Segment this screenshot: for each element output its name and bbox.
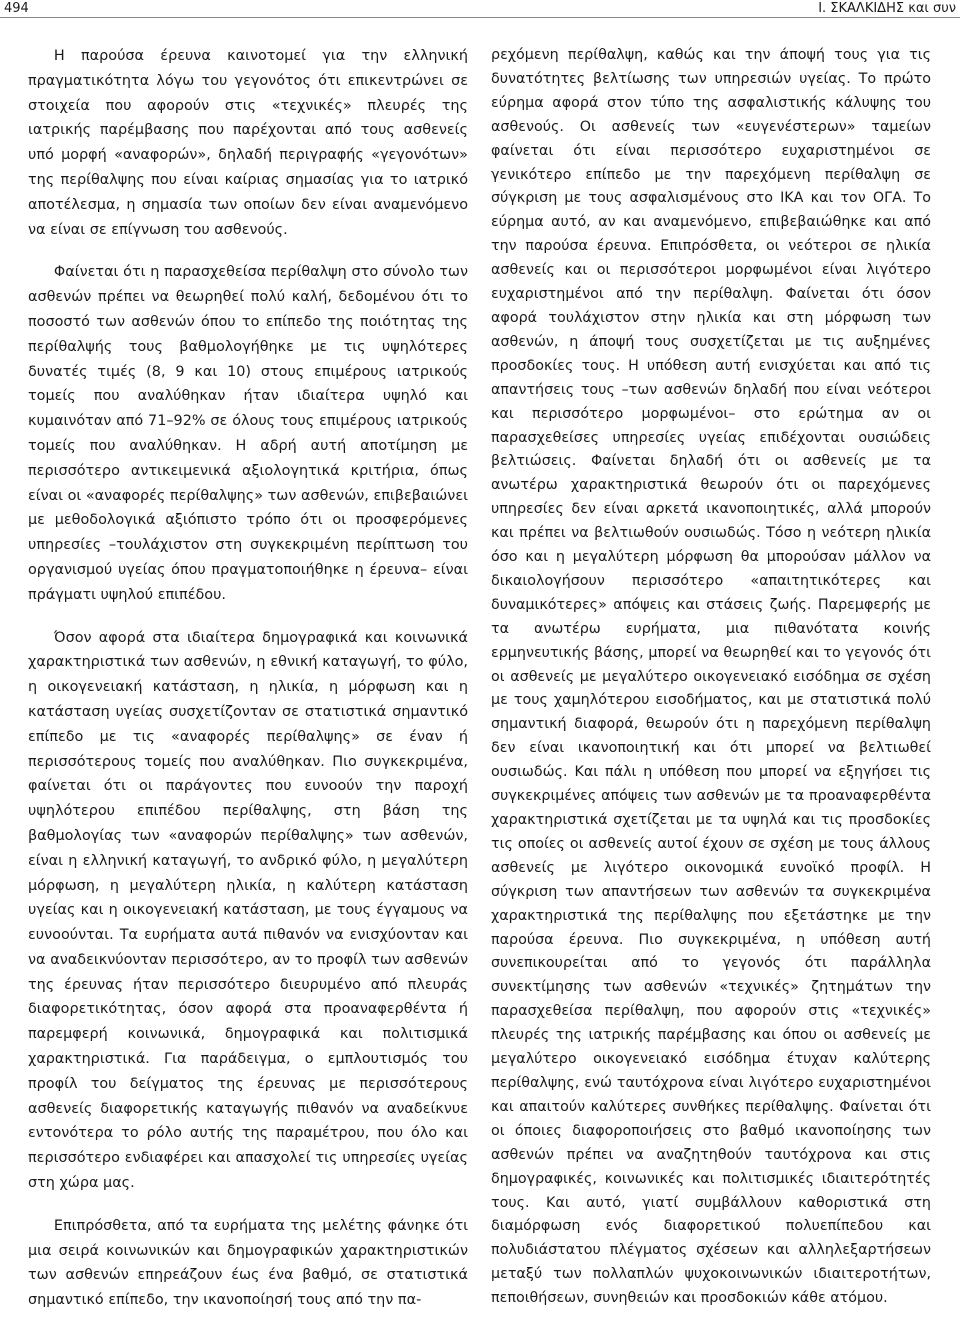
paragraph: Φαίνεται ότι η παρασχεθείσα περίθαλψη στο σύνολο των ασθενών πρέπει να θεωρηθεί πολύ καλή, δεδομένου ότι το ποσοστό των ασθενών όπου το επίπεδο της ποιότητας της περίθαλψής τους βαθμολογήθηκε με τις υψηλότερες δυνατές τιμές (8, 9 και 10) στους επιμέρους ιατρικούς τομείς που αναλύθηκαν ήταν ιδιαίτερα υψηλό και κυμαινόταν από 71–92% σε όλους τους επιμέρους ιατρικούς τομείς που αναλύθηκαν. Η αδρή αυτή αποτίμηση με περισσότερο αντικειμενικά αξιολογητικά κριτήρια, όπως είναι οι «αναφορές περίθαλψης» των ασθενών, επιβεβαιώνει με μεθοδολογικά αξιόπιστο τρόπο ότι οι προσφερόμενες υπηρεσίες –τουλάχιστον στη συγκεκριμένη περίπτωση του οργανισμού υγείας όπου πραγματοποιήθηκε η έρευνα– είναι πράγματι υψηλού επιπέδου. — [28, 264, 468, 603]
running-head: Ι. ΣΚΑΛΚΙΔΗΣ και συν — [818, 1, 956, 16]
paragraph: Η παρούσα έρευνα καινοτομεί για την ελληνική πραγματικότητα λόγω του γεγονότος ότι επικεντρώνει σε στοιχεία που αφορούν στις «τεχνικές» πλευρές της ιατρικής παρέμβασης που παρέχονται από τους ασθενείς υπό μορφή «αναφορών», δηλαδή περιγραφής «γεγονότων» της περίθαλψης που είναι καίριας σημασίας για το ιατρικό αποτέλεσμα, η σημασία των οποίων δεν είναι αναμενόμενο να είναι σε επίγνωση του ασθενούς. — [28, 48, 468, 238]
page-number: 494 — [4, 1, 29, 16]
page-header — [0, 0, 960, 22]
paragraph: ρεχόμενη περίθαλψη, καθώς και την άποψή τους για τις δυνατότητες βελτίωσης των υπηρεσιών υγείας. Το πρώτο εύρημα αφορά στον τύπο της ασφαλιστικής κάλυψης του ασθενούς. Οι ασθενείς των «ευγενέστερων» ταμείων φαίνεται ότι είναι περισσότερο ευχαριστημένοι σε γενικότερο επίπεδο με την παρεχόμενη περίθαλψη σε σύγκριση με τους ασφαλισμένους στο ΙΚΑ και τον ΟΓΑ. Το εύρημα αυτό, αν και αναμενόμενο, επιβεβαιώθηκε και από την παρούσα έρευνα. Επιπρόσθετα, οι νεότεροι σε ηλικία ασθενείς και οι περισσότεροι μορφωμένοι είναι λιγότερο ευχαριστημένοι από την περίθαλψη. Φαίνεται ότι όσον αφορά τουλάχιστον στην ηλικία και στη μόρφωση των ασθενών, η άποψή τους συσχετίζεται με τις αυξημένες προσδοκίες τους. Η υπόθεση αυτή ενισχύεται και από τις απαντήσεις τους –των ασθενών δηλαδή που είναι νεότεροι και περισσότερο μορφωμένοι– στο ερώτημα αν οι παρασχεθείσες υπηρεσίες υγείας επιδέχονται ουσιώδεις βελτιώσεις. Φαίνεται δηλαδή ότι οι ασθενείς με τα ανωτέρω χαρακτηριστικά θεωρούν ότι οι παρεχόμενες υπηρεσίες δεν είναι αρκετά ικανοποιητικές, αλλά μπορούν και πρέπει να βελτιωθούν ουσιωδώς. Τόσο η νεότερη ηλικία όσο και η μεγαλύτερη μόρφωση θα μπορούσαν μάλλον να δικαιολογήσουν περισσότερο «απαιτητικότερες και δυναμικότερες» απόψεις και στάσεις ζωής. Παρεμφερής με τα ανωτέρω ευρήματα, μια πιθανότατα κοινής ερμηνευτικής βάσης, μπορεί να θεωρηθεί και το γεγονός ότι οι ασθενείς με μεγαλύτερο οικογενειακό εισόδημα σε σχέση με τους χαμηλότερου εισοδήματος, και με στατιστικά πολύ σημαντική διαφορά, θεωρούν ότι η παρεχόμενη περίθαλψη δεν είναι ικανοποιητική και ότι μπορεί να βελτιωθεί ουσιωδώς. Και πάλι η υπόθεση που μπορεί να εξηγήσει τις συγκεκριμένες απόψεις των ασθενών με τα προαναφερθέντα χαρακτηριστικά σχετίζεται με τα υψηλά και τις προσδοκίες τις οποίες οι ασθενείς αυτοί έχουν σε σχέση με τους άλλους ασθενείς με λιγότερο οικονομικά ευνοϊκό προφίλ. Η σύγκριση των απαντήσεων των ασθενών τα συγκεκριμένα χαρακτηριστικά της περίθαλψης που εξετάστηκε με την παρούσα έρευνα. Πιο συγκεκριμένα, η υπόθεση αυτή συνεπικουρείται από το γεγονός ότι παράλληλα συνεκτίμησης των ασθενών «τεχνικές» ζητημάτων την παρασχεθείσα περίθαλψη, που αφορούν στις «τεχνικές» πλευρές της ιατρικής παρέμβασης και όπου οι ασθενείς με μεγαλύτερο οικογενειακό εισόδημα έτυχαν καλύτερης περίθαλψης, ενώ ταυτόχρονα είναι λιγότερο ευχαριστημένοι και απαιτούν καλύτερες συνθήκες περίθαλψης. Φαίνεται ότι οι όποιες διαφοροποιήσεις στο βαθμό ικανοποίησης των ασθενών πρέπει να αναζητηθούν ταυτόχρονα και στις δημογραφικές, κοινωνικές και πολιτισμικές ιδιαιτερότητές τους. Και αυτό, γιατί συμβάλλουν καθοριστικά στη διαμόρφωση ενός διαφορετικού πολυεπίπεδου και πολυδιάστατου πλέγματος σχέσεων και αλληλεξαρτήσεων μεταξύ των πολλαπλών ψυχοκοινωνικών ιδιαιτεροτήτων, πεποιθήσεων, συνηθειών και προσδοκιών κάθε ατόμου. — [491, 47, 931, 1307]
header-rule — [0, 17, 960, 18]
paragraph: Επιπρόσθετα, από τα ευρήματα της μελέτης φάνηκε ότι μια σειρά κοινωνικών και δημογραφικών χαρακτηριστικών των ασθενών επηρεάζουν έως ένα βαθμό, σε στατιστικά σημαντικό επίπεδο, την ικανοποίησή τους από την πα- — [28, 1217, 468, 1309]
left-column — [28, 44, 468, 1331]
right-column — [491, 44, 931, 1311]
paragraph: Όσον αφορά στα ιδιαίτερα δημογραφικά και κοινωνικά χαρακτηριστικά των ασθενών, η εθνική καταγωγή, το φύλο, η οικογενειακή κατάσταση, η ηλικία, η μόρφωση και η κατάσταση υγείας συσχετίζονταν σε στατιστικά σημαντικό επίπεδο με τις «αναφορές περίθαλψης» σε έναν ή περισσότερους τομείς που αναλύθηκαν. Πιο συγκεκριμένα, φαίνεται ότι οι παράγοντες που ευνοούν την παροχή υψηλότερου επιπέδου περίθαλψης, στη βάση της βαθμολογίας των «αναφορών περίθαλψης» των ασθενών, είναι η ελληνική καταγωγή, το ανδρικό φύλο, η μεγαλύτερη μόρφωση, η μεγαλύτερη ηλικία, η καλύτερη κατάσταση υγείας και η οικογενειακή κατάσταση, με τους έγγαμους να ευνοούνται. Τα ευρήματα αυτά πιθανόν να ενισχύονταν και να αναδεικνύονταν περισσότερο, αν το προφίλ των ασθενών της έρευνας ήταν περισσότερο διευρυμένο από πλευράς διαφορετικότητας, όσον αφορά στα προαναφερθέντα ή παρεμφερή κοινωνικά, δημογραφικά και πολιτισμικά χαρακτηριστικά. Για παράδειγμα, ο εμπλουτισμός του προφίλ του δείγματος της έρευνας με περισσότερους ασθενείς διαφορετικής καταγωγής πιθανόν να αναδείκνυε εντονότερα το ρόλο αυτής της παραμέτρου, που όλο και περισσότερο ενδιαφέρει και απασχολεί τις υπηρεσίες υγείας στη χώρα μας. — [28, 629, 468, 1192]
